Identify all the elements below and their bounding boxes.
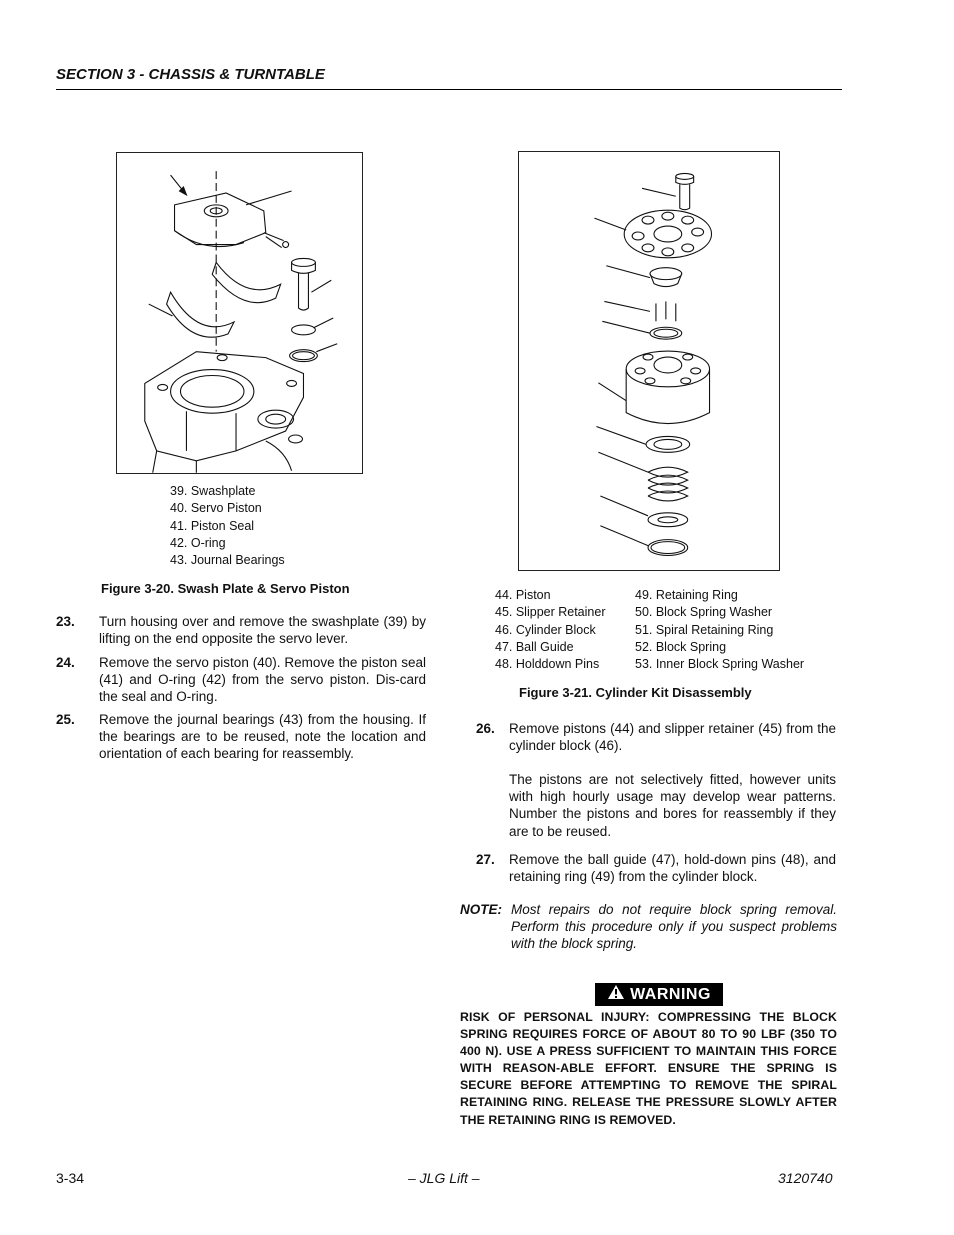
step-number: 23. <box>56 614 75 629</box>
figure-20-legend <box>170 483 285 569</box>
step-26 <box>476 720 836 760</box>
note-text: Most repairs do not require block spring removal. Perform this procedure only if you suspect problems with the block spring. <box>511 902 837 952</box>
figure-cylinder-kit-illustration <box>518 151 780 571</box>
legend-item: 41. Piston Seal <box>170 518 255 533</box>
legend-item: 42. O-ring <box>170 535 226 550</box>
warning-triangle-icon <box>607 984 625 1005</box>
legend-item: 43. Journal Bearings <box>170 553 285 568</box>
step-25 <box>56 711 426 767</box>
legend-item: 39. Swashplate <box>170 484 256 498</box>
footer-publisher: – JLG Lift – <box>408 1170 480 1186</box>
header-rule <box>56 89 842 90</box>
legend-item: 47. Ball Guide <box>495 639 574 654</box>
step-text: Remove the servo piston (40). Remove the piston seal (41) and O-ring (42) from the servo piston. Dis-card the seal and O-ring. <box>99 655 426 705</box>
step-number: 24. <box>56 655 75 670</box>
step-text: Remove pistons (44) and slipper retainer (45) from the cylinder block (46). <box>509 721 836 754</box>
legend-item: 44. Piston <box>495 588 551 602</box>
step-number: 27. <box>476 852 495 867</box>
figure-21-caption: Figure 3-21. Cylinder Kit Disassembly <box>519 685 752 700</box>
figure-swash-plate-illustration <box>116 152 363 474</box>
legend-item: 48. Holddown Pins <box>495 657 600 672</box>
legend-item: 45. Slipper Retainer <box>495 605 606 620</box>
step-number: 26. <box>476 721 495 736</box>
swash-plate-drawing <box>117 153 362 473</box>
legend-item: 40. Servo Piston <box>170 501 262 516</box>
legend-item: 53. Inner Block Spring Washer <box>635 657 805 672</box>
step-text: Remove the ball guide (47), hold-down pins (48), and retaining ring (49) from the cylinder block. <box>509 852 836 885</box>
figure-21-legend-left <box>495 587 605 673</box>
legend-item: 50. Block Spring Washer <box>635 605 773 620</box>
step-24 <box>56 654 426 710</box>
figure-20-caption: Figure 3-20. Swash Plate & Servo Piston <box>101 581 350 596</box>
footer-doc-number: 3120740 <box>778 1170 833 1186</box>
cylinder-kit-drawing <box>519 152 779 570</box>
legend-item: 49. Retaining Ring <box>635 588 738 602</box>
warning-text: RISK OF PERSONAL INJURY: COMPRESSING THE BLOCK SPRING REQUIRES FORCE OF ABOUT 80 TO 90 LBF (350 TO 400 N). USE A PRESS SUFFICIENT TO MAINTAIN THIS FORCE WITH REASON-ABLE EFFORT. ENSURE THE SPRING IS SECURE BEFORE ATTEMPTING TO REMOVE THE SPIRAL RETAINING RING. RELEASE THE PRESSURE SLOWLY AFTER THE RETAINING RING IS REMOVED. <box>460 1010 837 1127</box>
figure-21-legend-right <box>635 587 804 673</box>
note-label: NOTE: <box>460 902 502 917</box>
legend-item: 52. Block Spring <box>635 639 727 654</box>
step-26-paragraph: The pistons are not selectively fitted, however units with high hourly usage may develop wear patterns. Number the pistons and bores for reassembly if they are to be reused. <box>509 772 836 839</box>
step-text: Remove the journal bearings (43) from the housing. If the bearings are to be reused, note the location and orientation of each bearing for reassembly. <box>99 712 426 762</box>
legend-item: 51. Spiral Retaining Ring <box>635 622 774 637</box>
step-27 <box>476 851 836 891</box>
warning-label: WARNING <box>630 985 711 1003</box>
step-number: 25. <box>56 712 75 727</box>
warning-badge <box>595 983 723 1006</box>
legend-item: 46. Cylinder Block <box>495 622 596 637</box>
section-header: SECTION 3 - CHASSIS & TURNTABLE <box>56 66 325 83</box>
step-23 <box>56 613 426 653</box>
step-text: Turn housing over and remove the swashplate (39) by lifting on the end opposite the servo lever. <box>99 614 426 647</box>
footer-page-number: 3-34 <box>56 1170 85 1186</box>
